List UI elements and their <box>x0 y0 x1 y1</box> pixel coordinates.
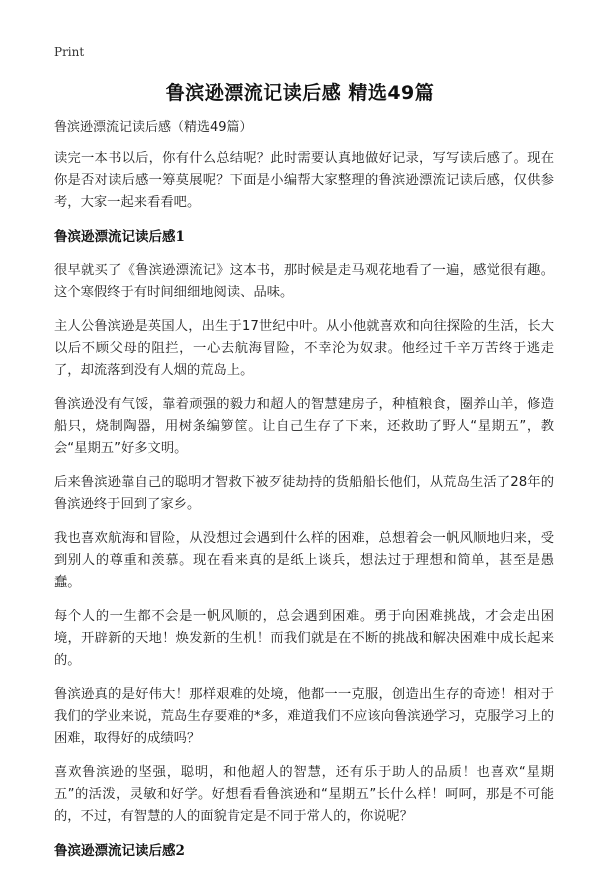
paragraph: 每个人的一生都不会是一帆风顺的，总会遇到困难。勇于向困难挑战，才会走出困境，开辟新的天地！焕发新的生机！而我们就是在不断的挑战和解决困难中成长起来的。 <box>54 609 554 668</box>
article-body <box>54 118 554 874</box>
paragraph: 鲁滨逊没有气馁，靠着顽强的毅力和超人的智慧建房子，种植粮食，圈养山羊，修造船只，烧制陶器，用树条编箩筐。让自己生存了下来，还救助了野人“星期五”，教会“星期五”好多文明。 <box>54 397 554 456</box>
intro-paragraph: 读完一本书以后，你有什么总结呢？此时需要认真地做好记录，写写读后感了。现在你是否对读后感一筹莫展呢？下面是小编帮大家整理的鲁滨逊漂流记读后感，仅供参考，大家一起来看看吧。 <box>54 151 554 210</box>
paragraph: 我也喜欢航海和冒险，从没想过会遇到什么样的困难，总想着会一帆风顺地归来，受到别人的尊重和羡慕。现在看来真的是纸上谈兵，想法过于理想和简单，甚至是愚蠢。 <box>54 531 554 590</box>
paragraph: 主人公鲁滨逊是英国人，出生于17世纪中叶。从小他就喜欢和向往探险的生活，长大以后不顾父母的阻拦，一心去航海冒险，不幸沦为奴隶。他经过千辛万苦终于逃走了，却流落到没有人烟的荒岛上。 <box>54 319 554 378</box>
paragraph: 很早就买了《鲁滨逊漂流记》这本书，那时候是走马观花地看了一遍，感觉很有趣。这个寒假终于有时间细细地阅读、品味。 <box>54 263 554 300</box>
section-heading-2: 鲁滨逊漂流记读后感2 <box>54 843 185 859</box>
paragraph: 后来鲁滨逊靠自己的聪明才智救下被歹徒劫持的货船船长他们，从荒岛生活了28年的鲁滨逊终于回到了家乡。 <box>54 475 554 512</box>
paragraph: 喜欢鲁滨逊的坚强，聪明，和他超人的智慧，还有乐于助人的品质！也喜欢“星期五”的活泼，灵敏和好学。好想看看鲁滨逊和“星期五”长什么样！呵呵，那是不可能的，不过，有智慧的人的面貌肯定是不同于常人的，你说呢？ <box>54 765 554 824</box>
section-heading-1: 鲁滨逊漂流记读后感1 <box>54 229 185 245</box>
article-subtitle: 鲁滨逊漂流记读后感（精选49篇） <box>54 120 253 135</box>
page-title: 鲁滨逊漂流记读后感 精选49篇 <box>165 82 435 104</box>
print-link[interactable]: Print <box>54 45 85 59</box>
paragraph: 鲁滨逊真的是好伟大！那样艰难的处境，他都一一克服，创造出生存的奇迹！相对于我们的学业来说，荒岛生存要难的*多，难道我们不应该向鲁滨逊学习，克服学习上的困难，取得好的成绩吗？ <box>54 687 554 746</box>
